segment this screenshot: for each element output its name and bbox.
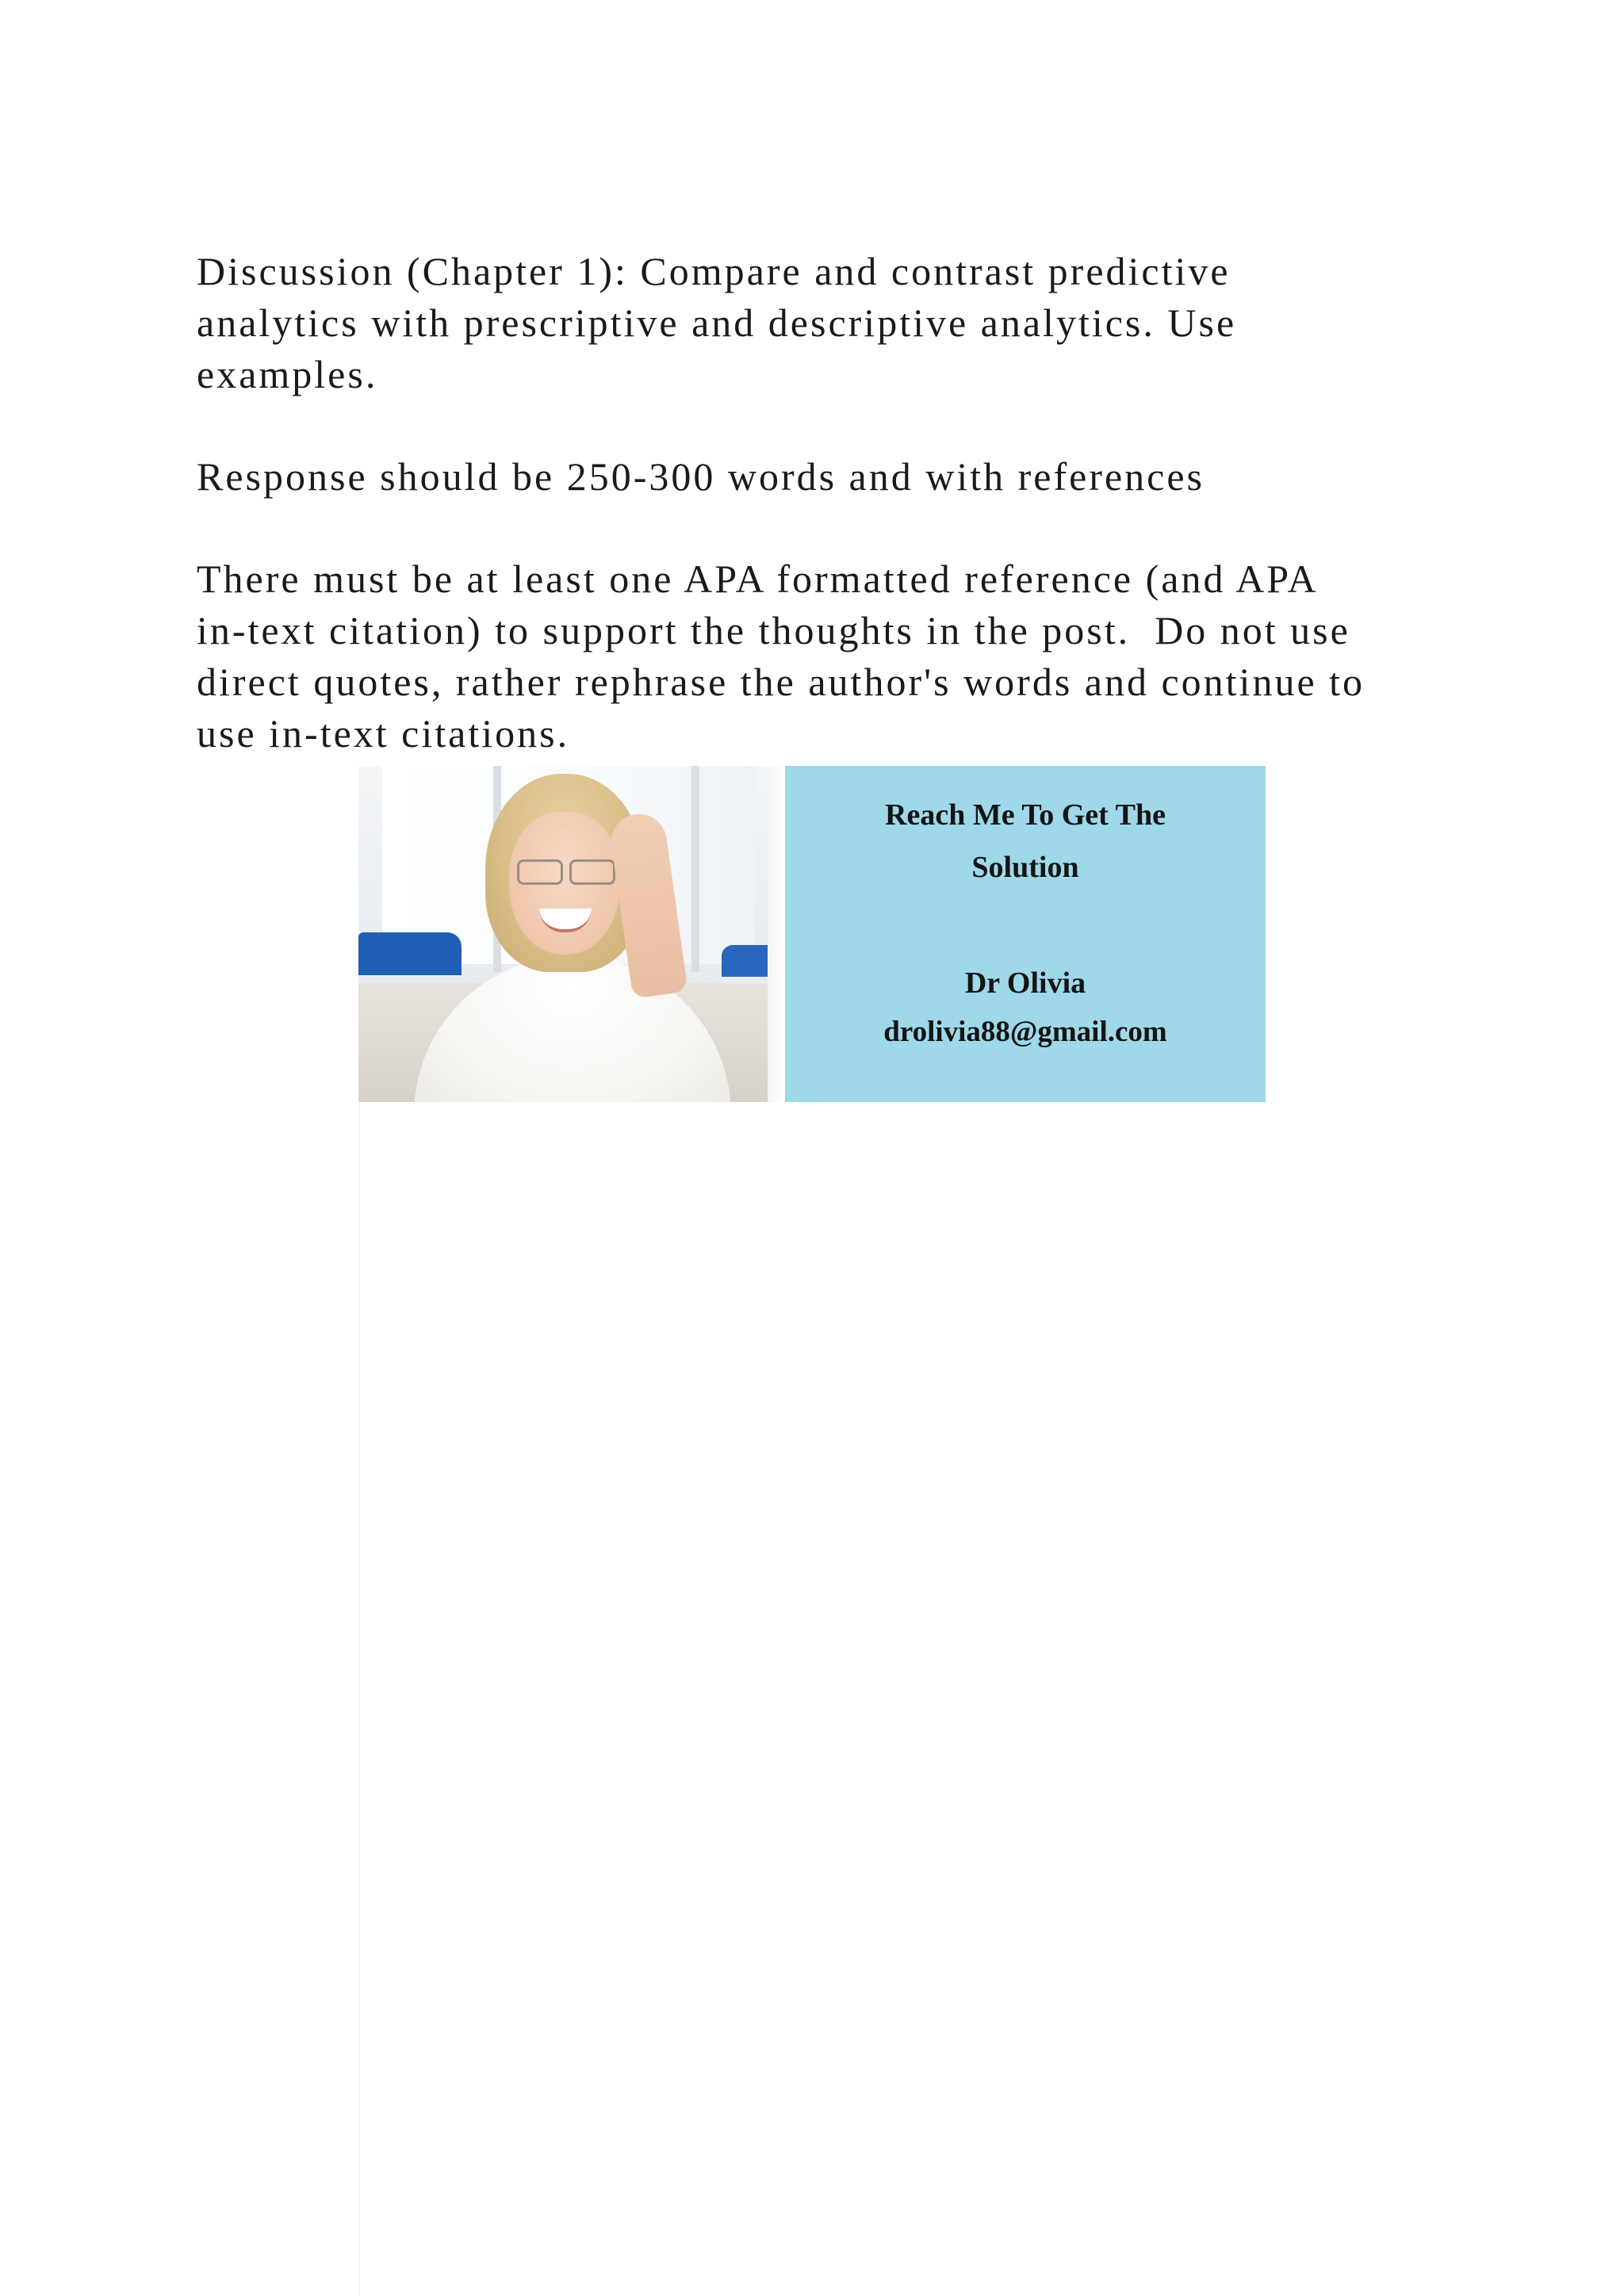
banner-headline-line1: Reach Me To Get The bbox=[885, 798, 1166, 832]
blue-chair bbox=[358, 932, 462, 975]
apa-reference-requirement: There must be at least one APA formatted reference (and APA in-text citation) to support the thoughts in the post. Do not use direct quotes, rather rephrase the author's words and continue to use in-text citations. bbox=[197, 557, 1365, 756]
contact-banner bbox=[358, 766, 1266, 1102]
word-count-requirement: Response should be 250-300 words and with references bbox=[197, 454, 1205, 499]
window-frame bbox=[691, 766, 699, 972]
banner-headline-line2: Solution bbox=[971, 851, 1079, 884]
woman-photo bbox=[358, 766, 785, 1102]
photo-edge bbox=[768, 766, 785, 1102]
discussion-prompt: Discussion (Chapter 1): Compare and contrast predictive analytics with prescriptive and descriptive analytics. Use examples. bbox=[197, 249, 1237, 396]
assignment-text bbox=[197, 246, 1434, 760]
contact-panel bbox=[785, 766, 1266, 1102]
contact-email: drolivia88@gmail.com bbox=[883, 1016, 1167, 1048]
glasses-icon bbox=[517, 859, 615, 883]
contact-name: Dr Olivia bbox=[964, 966, 1086, 1000]
page-edge-line bbox=[358, 1102, 360, 2296]
